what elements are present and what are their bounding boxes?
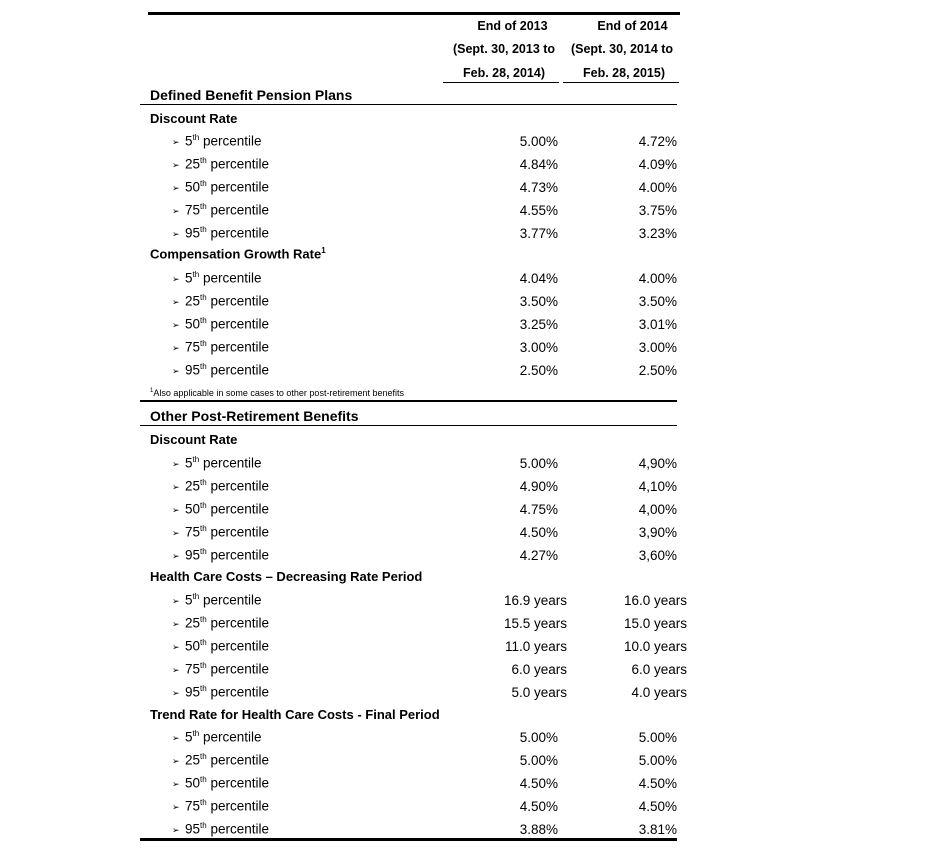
value-2013: 11.0 years [504, 639, 567, 654]
row-label [172, 293, 269, 309]
percentile-word: percentile [202, 270, 262, 286]
row-label [172, 798, 269, 814]
arrow-bullet-icon: ➢ [172, 550, 180, 561]
percentile-word: percentile [210, 478, 270, 494]
value-2014: 4,90% [638, 456, 677, 471]
ordinal-suffix: th [192, 592, 200, 601]
row-label [172, 455, 262, 471]
percentile-word: percentile [210, 156, 270, 172]
percentile-number: 5 [185, 133, 193, 149]
percentile-word: percentile [210, 225, 270, 241]
arrow-bullet-icon: ➢ [172, 641, 180, 652]
value-2013: 2.50% [519, 363, 558, 378]
value-2014: 3.75% [638, 203, 677, 218]
ordinal-suffix: th [200, 524, 207, 533]
percentile-number: 75 [185, 339, 201, 355]
value-2014: 2.50% [638, 363, 677, 378]
value-2014: 4,10% [638, 479, 677, 494]
percentile-word: percentile [210, 501, 270, 517]
col1-header-underline [443, 82, 559, 83]
value-2014: 4.09% [638, 157, 677, 172]
ordinal-suffix: th [200, 478, 207, 487]
percentile-word: percentile [210, 821, 270, 837]
row-label [172, 592, 262, 608]
percentile-number: 75 [185, 661, 201, 677]
ordinal-suffix: th [200, 156, 207, 165]
row-label [172, 179, 269, 195]
value-2013: 3.77% [519, 226, 558, 241]
row-label [172, 339, 269, 355]
ordinal-suffix: th [200, 501, 207, 510]
row-label [172, 775, 269, 791]
value-2013: 4.90% [519, 479, 558, 494]
row-label [172, 202, 269, 218]
arrow-bullet-icon: ➢ [172, 801, 180, 812]
top-rule [148, 12, 680, 15]
arrow-bullet-icon: ➢ [172, 205, 180, 216]
percentile-number: 75 [185, 798, 201, 814]
percentile-word: percentile [210, 202, 270, 218]
arrow-bullet-icon: ➢ [172, 778, 180, 789]
percentile-word: percentile [210, 293, 270, 309]
col2-header-line3: Feb. 28, 2015) [583, 66, 665, 80]
percentile-number: 95 [185, 684, 201, 700]
arrow-bullet-icon: ➢ [172, 755, 180, 766]
value-2014: 4,00% [638, 502, 677, 517]
row-label [172, 478, 269, 494]
subsection-title: Health Care Costs – Decreasing Rate Period [150, 569, 423, 584]
value-2013: 4.50% [519, 799, 558, 814]
arrow-bullet-icon: ➢ [172, 481, 180, 492]
arrow-bullet-icon: ➢ [172, 319, 180, 330]
percentile-word: percentile [210, 798, 270, 814]
value-2013: 4.50% [519, 525, 558, 540]
value-2014: 4.50% [638, 776, 677, 791]
row-label [172, 821, 269, 837]
col1-header-line2: (Sept. 30, 2013 to [452, 42, 556, 56]
row-label [172, 547, 269, 563]
section-title-other: Other Post-Retirement Benefits [150, 408, 359, 424]
percentile-number: 5 [185, 592, 193, 608]
percentile-word: percentile [210, 179, 270, 195]
row-label [172, 156, 269, 172]
percentile-number: 25 [185, 293, 201, 309]
row-label [172, 661, 269, 677]
arrow-bullet-icon: ➢ [172, 504, 180, 515]
row-label [172, 133, 262, 149]
percentile-number: 50 [185, 501, 201, 517]
percentile-word: percentile [210, 775, 270, 791]
arrow-bullet-icon: ➢ [172, 824, 180, 835]
value-2013: 4.27% [519, 548, 558, 563]
ordinal-suffix: th [200, 752, 207, 761]
value-2014: 15.0 years [623, 616, 687, 631]
arrow-bullet-icon: ➢ [172, 687, 180, 698]
footnote-mark: 1 [321, 246, 326, 255]
percentile-word: percentile [210, 547, 270, 563]
percentile-word: percentile [202, 592, 262, 608]
arrow-bullet-icon: ➢ [172, 458, 180, 469]
value-2014: 4.00% [638, 180, 677, 195]
arrow-bullet-icon: ➢ [172, 664, 180, 675]
value-2014: 3.23% [638, 226, 677, 241]
percentile-number: 25 [185, 752, 201, 768]
ordinal-suffix: th [192, 455, 200, 464]
col2-header-line2: (Sept. 30, 2014 to [570, 42, 674, 56]
ordinal-suffix: th [200, 638, 207, 647]
value-2013: 5.00% [519, 730, 558, 745]
value-2013: 3.00% [519, 340, 558, 355]
col2-header-line1: End of 2014 [597, 19, 668, 33]
value-2014: 4.00% [638, 271, 677, 286]
subsection-title: Trend Rate for Health Care Costs - Final Period [150, 707, 440, 722]
value-2013: 5.00% [519, 753, 558, 768]
col1-header-line1: End of 2013 [477, 19, 548, 33]
footnote: $^1$Also applicable in some cases to other post-retirement benefits [150, 388, 404, 398]
row-label [172, 316, 269, 332]
percentile-number: 5 [185, 455, 193, 471]
percentile-number: 25 [185, 156, 201, 172]
percentile-number: 75 [185, 202, 201, 218]
percentile-number: 95 [185, 821, 201, 837]
value-2013: 5.00% [519, 134, 558, 149]
value-2013: 15.5 years [503, 616, 567, 631]
percentile-number: 95 [185, 547, 201, 563]
percentile-word: percentile [210, 316, 270, 332]
arrow-bullet-icon: ➢ [172, 296, 180, 307]
value-2014: 4.72% [638, 134, 677, 149]
row-label [172, 524, 269, 540]
value-2013: 5.00% [519, 456, 558, 471]
ordinal-suffix: th [192, 270, 200, 279]
percentile-number: 50 [185, 179, 201, 195]
col1-header-line3: Feb. 28, 2014) [463, 66, 545, 80]
footnote-mark: 1 [150, 388, 154, 394]
value-2013: 16.9 years [503, 593, 567, 608]
value-2014: 3,90% [638, 525, 677, 540]
value-2013: 4.73% [519, 180, 558, 195]
value-2013: 4.84% [519, 157, 558, 172]
percentile-number: 95 [185, 362, 201, 378]
section-rule-pension [140, 104, 677, 105]
ordinal-suffix: th [200, 362, 207, 371]
value-2014: 3,60% [638, 548, 677, 563]
row-label [172, 729, 262, 745]
value-2014: 3.81% [638, 822, 677, 837]
arrow-bullet-icon: ➢ [172, 228, 180, 239]
percentile-word: percentile [210, 615, 270, 631]
percentile-number: 95 [185, 225, 201, 241]
value-2013: 4.75% [519, 502, 558, 517]
arrow-bullet-icon: ➢ [172, 732, 180, 743]
percentile-number: 5 [185, 270, 193, 286]
value-2014: 5.00% [638, 753, 677, 768]
arrow-bullet-icon: ➢ [172, 595, 180, 606]
percentile-number: 50 [185, 316, 201, 332]
percentile-word: percentile [210, 339, 270, 355]
value-2014: 4.0 years [631, 685, 687, 700]
ordinal-suffix: th [200, 339, 207, 348]
arrow-bullet-icon: ➢ [172, 527, 180, 538]
ordinal-suffix: th [192, 133, 200, 142]
percentile-word: percentile [202, 729, 262, 745]
percentile-number: 50 [185, 775, 201, 791]
ordinal-suffix: th [200, 293, 207, 302]
percentile-word: percentile [202, 133, 262, 149]
ordinal-suffix: th [200, 684, 207, 693]
ordinal-suffix: th [192, 729, 200, 738]
value-2013: 3.50% [519, 294, 558, 309]
subsection-title: Discount Rate [150, 432, 238, 447]
value-2014: 3.50% [638, 294, 677, 309]
arrow-bullet-icon: ➢ [172, 136, 180, 147]
percentile-word: percentile [202, 455, 262, 471]
value-2014: 6.0 years [631, 662, 687, 677]
value-2013: 4.04% [519, 271, 558, 286]
percentile-number: 25 [185, 478, 201, 494]
value-2014: 16.0 years [623, 593, 687, 608]
ordinal-suffix: th [200, 821, 207, 830]
ordinal-suffix: th [200, 316, 207, 325]
section-rule-other-top [140, 400, 677, 402]
row-label [172, 362, 269, 378]
percentile-word: percentile [210, 752, 270, 768]
percentile-number: 25 [185, 615, 201, 631]
ordinal-suffix: th [200, 547, 207, 556]
value-2013: 4.50% [519, 776, 558, 791]
ordinal-suffix: th [200, 775, 207, 784]
ordinal-suffix: th [200, 661, 207, 670]
percentile-number: 5 [185, 729, 193, 745]
section-rule-other [140, 425, 677, 426]
value-2014: 5.00% [638, 730, 677, 745]
value-2014: 3.01% [638, 317, 677, 332]
row-label [172, 225, 269, 241]
value-2013: 6.0 years [511, 662, 567, 677]
section-title-pension: Defined Benefit Pension Plans [150, 87, 353, 103]
value-2014: 4.50% [638, 799, 677, 814]
row-label [172, 270, 262, 286]
row-label [172, 501, 269, 517]
bottom-rule [140, 838, 677, 841]
arrow-bullet-icon: ➢ [172, 273, 180, 284]
percentile-word: percentile [210, 362, 270, 378]
arrow-bullet-icon: ➢ [172, 365, 180, 376]
row-label [172, 684, 269, 700]
row-label [172, 615, 269, 631]
value-2013: 4.55% [519, 203, 558, 218]
percentile-word: percentile [210, 661, 270, 677]
subsection-title: Discount Rate [150, 111, 238, 126]
ordinal-suffix: th [200, 179, 207, 188]
value-2013: 3.88% [519, 822, 558, 837]
ordinal-suffix: th [200, 225, 207, 234]
arrow-bullet-icon: ➢ [172, 342, 180, 353]
value-2013: 3.25% [519, 317, 558, 332]
percentile-word: percentile [210, 684, 270, 700]
percentile-number: 50 [185, 638, 201, 654]
arrow-bullet-icon: ➢ [172, 159, 180, 170]
ordinal-suffix: th [200, 798, 207, 807]
ordinal-suffix: th [200, 615, 207, 624]
percentile-word: percentile [210, 524, 270, 540]
percentile-number: 75 [185, 524, 201, 540]
percentile-word: percentile [210, 638, 270, 654]
value-2014: 10.0 years [623, 639, 687, 654]
value-2013: 5.0 years [511, 685, 567, 700]
subsection-title: Compensation Growth Rate$^1$ [150, 246, 326, 262]
value-2014: 3.00% [638, 340, 677, 355]
arrow-bullet-icon: ➢ [172, 182, 180, 193]
arrow-bullet-icon: ➢ [172, 618, 180, 629]
ordinal-suffix: th [200, 202, 207, 211]
col2-header-underline [563, 82, 679, 83]
row-label [172, 638, 269, 654]
row-label [172, 752, 269, 768]
